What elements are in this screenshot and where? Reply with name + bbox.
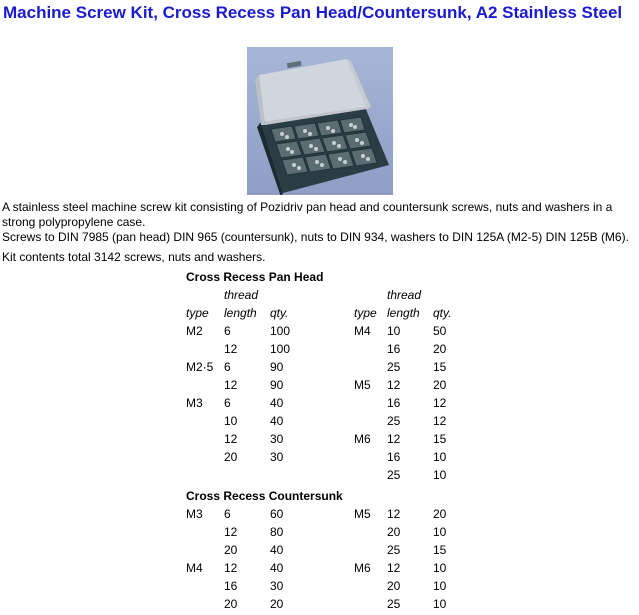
- page-title: Machine Screw Kit, Cross Recess Pan Head/Countersunk, A2 Stainless Steel: [3, 3, 623, 22]
- cell-type: M5: [354, 378, 371, 392]
- table-row: [354, 468, 634, 486]
- cell-qty: 60: [270, 507, 284, 521]
- cell-length: 12: [387, 378, 401, 392]
- cell-qty: 12: [433, 396, 447, 410]
- standards-text: Screws to DIN 7985 (pan head) DIN 965 (countersunk), nuts to DIN 934, washers to DIN 125A (M2-5) DIN 125B (M6).: [2, 230, 629, 244]
- col-header-thread: thread: [224, 288, 259, 302]
- cell-qty: 40: [270, 414, 284, 428]
- pan-head-heading: Cross Recess Pan Head: [186, 270, 324, 284]
- cell-qty: 10: [433, 525, 447, 539]
- table-row: [354, 396, 634, 414]
- cell-length: 12: [224, 525, 238, 539]
- cell-qty: 15: [433, 432, 447, 446]
- col-header-length: length: [224, 306, 257, 320]
- table-row: [354, 342, 634, 360]
- cell-length: 20: [224, 450, 238, 464]
- cell-qty: 100: [270, 324, 291, 338]
- cell-qty: 20: [433, 378, 447, 392]
- cell-type: M6: [354, 561, 371, 575]
- table-row: [354, 324, 634, 342]
- cell-length: 16: [387, 450, 401, 464]
- cell-type: M4: [186, 561, 203, 575]
- cell-length: 12: [224, 561, 238, 575]
- col-header-type: type: [186, 306, 209, 320]
- table-row: [354, 378, 634, 396]
- cell-length: 12: [224, 378, 238, 392]
- cell-length: 12: [387, 561, 401, 575]
- cell-length: 25: [387, 360, 401, 374]
- cell-qty: 15: [433, 360, 447, 374]
- cell-qty: 10: [433, 450, 447, 464]
- cell-qty: 50: [433, 324, 447, 338]
- cell-qty: 15: [433, 543, 447, 557]
- table-row: [354, 432, 634, 450]
- cell-qty: 20: [270, 597, 284, 611]
- description-text: A stainless steel machine screw kit consisting of Pozidriv pan head and countersunk screws, nuts and washers in a strong polypropylene case.: [2, 200, 613, 229]
- table-row: [354, 543, 634, 561]
- cell-length: 20: [387, 579, 401, 593]
- cell-type: M4: [354, 324, 371, 338]
- cell-length: 6: [224, 396, 231, 410]
- cell-qty: 100: [270, 342, 291, 356]
- cell-qty: 10: [433, 468, 447, 482]
- cell-length: 10: [224, 414, 238, 428]
- cell-qty: 10: [433, 579, 447, 593]
- cell-qty: 20: [433, 342, 447, 356]
- cell-length: 25: [387, 468, 401, 482]
- kit-total: Kit contents total 3142 screws, nuts and washers.: [2, 250, 266, 264]
- cell-qty: 40: [270, 561, 284, 575]
- cell-length: 6: [224, 507, 231, 521]
- cell-length: 12: [224, 342, 238, 356]
- cell-qty: 10: [433, 561, 447, 575]
- cell-length: 6: [224, 360, 231, 374]
- cell-type: M3: [186, 507, 203, 521]
- cell-qty: 90: [270, 360, 284, 374]
- cell-qty: 30: [270, 432, 284, 446]
- product-photo: [247, 47, 393, 195]
- cell-qty: 90: [270, 378, 284, 392]
- cell-length: 16: [387, 342, 401, 356]
- cell-qty: 10: [433, 597, 447, 611]
- cell-qty: 40: [270, 543, 284, 557]
- cell-qty: 40: [270, 396, 284, 410]
- table-row: [354, 507, 634, 525]
- col-header-length: length: [387, 306, 420, 320]
- cell-length: 20: [387, 525, 401, 539]
- col-header-qty: qty.: [433, 306, 452, 320]
- cell-qty: 30: [270, 579, 284, 593]
- cell-type: M2: [186, 324, 203, 338]
- col-header-qty: qty.: [270, 306, 289, 320]
- cell-length: 20: [224, 543, 238, 557]
- col-header-thread: thread: [387, 288, 422, 302]
- cell-length: 25: [387, 414, 401, 428]
- table-row: [354, 450, 634, 468]
- cell-length: 16: [387, 396, 401, 410]
- cell-length: 12: [387, 507, 401, 521]
- cell-qty: 80: [270, 525, 284, 539]
- cell-length: 20: [224, 597, 238, 611]
- table-row: [354, 579, 634, 597]
- cell-length: 6: [224, 324, 231, 338]
- cell-length: 25: [387, 597, 401, 611]
- cell-length: 16: [224, 579, 238, 593]
- table-row: [354, 360, 634, 378]
- countersunk-heading: Cross Recess Countersunk: [186, 489, 343, 503]
- cell-length: 25: [387, 543, 401, 557]
- table-row: [354, 414, 634, 432]
- cell-type: M2·5: [186, 360, 214, 374]
- table-row: [354, 597, 634, 615]
- col-header-type: type: [354, 306, 377, 320]
- cell-qty: 30: [270, 450, 284, 464]
- table-row: [354, 525, 634, 543]
- cell-qty: 20: [433, 507, 447, 521]
- cell-length: 12: [387, 432, 401, 446]
- cell-length: 12: [224, 432, 238, 446]
- table-row: [354, 561, 634, 579]
- cell-type: M3: [186, 396, 203, 410]
- cell-type: M5: [354, 507, 371, 521]
- kit-description: [2, 200, 636, 245]
- cell-qty: 12: [433, 414, 447, 428]
- cell-type: M6: [354, 432, 371, 446]
- cell-length: 10: [387, 324, 401, 338]
